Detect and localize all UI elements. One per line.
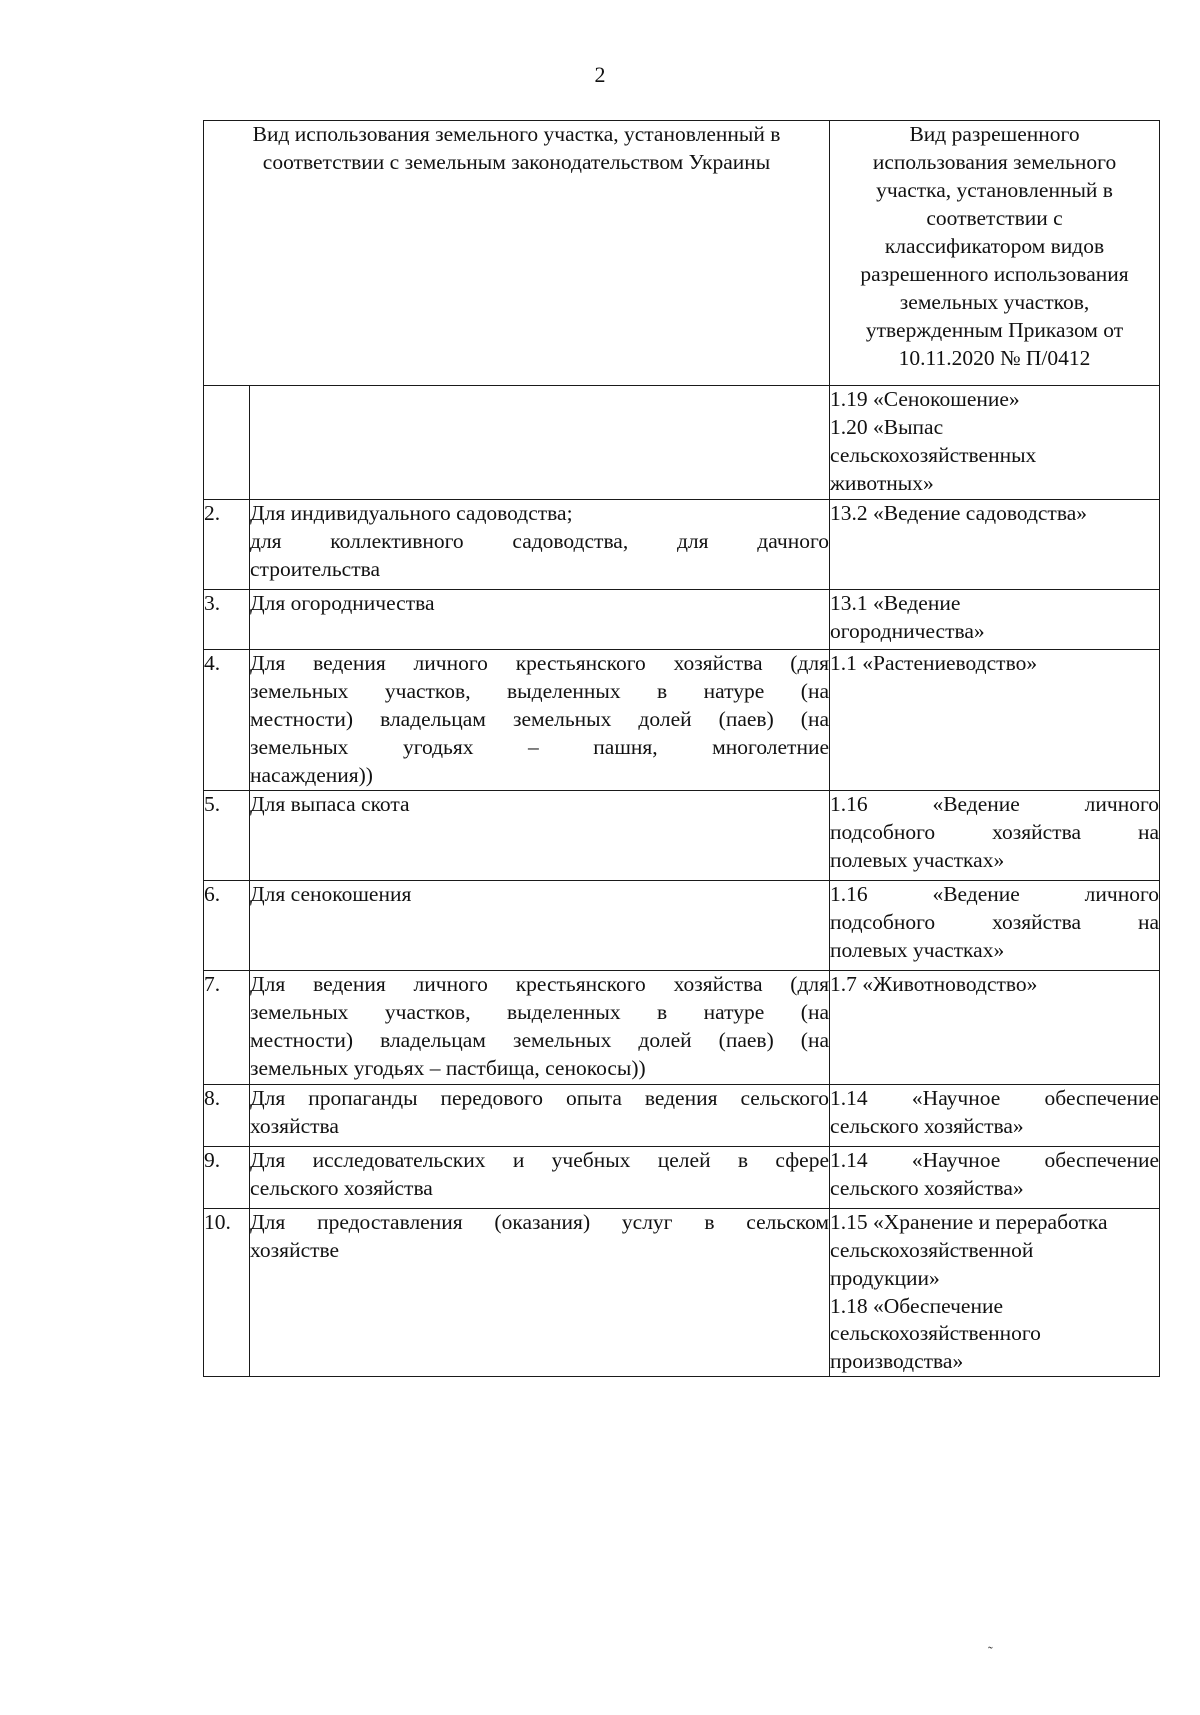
table-row: [204, 650, 1160, 791]
permitted-use-line: 1.14 «Научное обеспечение: [830, 1147, 1160, 1172]
land-use-line: Для сенокошения: [250, 881, 412, 906]
land-use-line: строительства: [250, 556, 381, 581]
permitted-use-line: полевых участках»: [830, 937, 1005, 962]
header-cell-permitted-use: [830, 121, 1160, 386]
table-row-continuation: [204, 386, 1160, 500]
permitted-use-line: сельского хозяйства»: [830, 1113, 1024, 1138]
table-row: [204, 790, 1160, 880]
table-row: [204, 1084, 1160, 1146]
row-number: 5.: [204, 790, 250, 880]
permitted-use-line: сельскохозяйственного: [830, 1321, 1041, 1346]
permitted-use-line: 1.14 «Научное обеспечение: [830, 1085, 1160, 1110]
land-use-line: Для предоставления (оказания) услуг в сельском: [250, 1209, 830, 1234]
page-number: 2: [594, 62, 606, 87]
row-permitted-use-cell: [830, 386, 1160, 500]
row-number: 6.: [204, 880, 250, 970]
land-use-line: земельных угодьях – пашня, многолетние: [250, 734, 830, 759]
row-land-use-cell: [250, 1146, 830, 1208]
header-right-line: Вид разрешенного: [909, 122, 1080, 146]
permitted-use-line: сельскохозяйственных: [830, 442, 1037, 467]
permitted-use-line: продукции»: [830, 1265, 940, 1290]
row-permitted-use-cell: [830, 970, 1160, 1084]
row-number: 9.: [204, 1146, 250, 1208]
row-number-cell: [204, 386, 250, 500]
table-row: [204, 500, 1160, 590]
row-permitted-use-cell: [830, 1146, 1160, 1208]
row-land-use-cell: [250, 650, 830, 791]
row-permitted-use-cell: [830, 650, 1160, 791]
row-permitted-use-cell: [830, 880, 1160, 970]
row-land-use-cell: [250, 970, 830, 1084]
header-right-line: утвержденным Приказом от: [865, 317, 1124, 342]
row-number: 2.: [204, 500, 250, 590]
land-use-line: Для ведения личного крестьянского хозяйства (для: [250, 971, 830, 996]
permitted-use-line: полевых участках»: [830, 847, 1005, 872]
permitted-use-line: сельскохозяйственной: [830, 1237, 1034, 1262]
permitted-use-line: сельского хозяйства»: [830, 1175, 1024, 1200]
header-right-line: классификатором видов: [884, 233, 1105, 258]
permitted-use-line: 1.1 «Растениеводство»: [830, 651, 1038, 675]
land-use-line: насаждения)): [250, 762, 373, 787]
header-right-line: земельных участков,: [899, 289, 1090, 314]
row-number: 3.: [204, 590, 250, 650]
row-number: 8.: [204, 1084, 250, 1146]
header-right-line: разрешенного использования: [860, 261, 1129, 286]
table-row: [204, 1208, 1160, 1377]
scan-speck: ˜: [988, 1645, 993, 1660]
permitted-use-line: 1.18 «Обеспечение: [830, 1293, 1003, 1318]
land-use-line: хозяйства: [250, 1113, 339, 1138]
row-permitted-use-cell: [830, 590, 1160, 650]
table-header-row: [204, 121, 1160, 386]
land-use-line: Для огородничества: [250, 591, 435, 615]
land-use-line: Для выпаса скота: [250, 791, 410, 816]
row-land-use-cell: [250, 500, 830, 590]
table-row: [204, 970, 1160, 1084]
row-permitted-use-cell: [830, 500, 1160, 590]
land-use-line: Для индивидуального садоводства;: [250, 501, 573, 525]
permitted-use-line: огородничества»: [830, 618, 985, 643]
row-permitted-use-cell: [830, 1084, 1160, 1146]
land-use-line: местности) владельцам земельных долей (паев) (на: [250, 706, 830, 731]
land-use-line: Для ведения личного крестьянского хозяйства (для: [250, 651, 830, 675]
permitted-use-line: 1.16 «Ведение личного: [830, 881, 1160, 906]
header-right-line: использования земельного: [872, 149, 1117, 174]
row-permitted-use-cell: [830, 790, 1160, 880]
row-land-use-cell: [250, 1208, 830, 1377]
permitted-use-line: 1.16 «Ведение личного: [830, 791, 1160, 816]
row-permitted-use-cell: [830, 1208, 1160, 1377]
header-right-line: участка, установленный в: [876, 177, 1113, 202]
row-land-use-cell: [250, 386, 830, 500]
row-number: 10.: [204, 1208, 250, 1377]
permitted-use-line: 13.2 «Ведение садоводства»: [830, 501, 1087, 525]
permitted-use-line: производства»: [830, 1349, 964, 1374]
land-use-line: земельных участков, выделенных в натуре (на: [250, 999, 830, 1024]
land-use-line: для коллективного садоводства, для дачного: [250, 528, 830, 553]
row-number: 7.: [204, 970, 250, 1084]
land-use-line: Для исследовательских и учебных целей в сфере: [250, 1147, 830, 1172]
table-row: [204, 880, 1160, 970]
row-land-use-cell: [250, 880, 830, 970]
permitted-use-line: подсобного хозяйства на: [830, 909, 1160, 934]
table-row: [204, 590, 1160, 650]
row-number: 4.: [204, 650, 250, 791]
permitted-use-line: 1.19 «Сенокошение»: [830, 387, 1020, 411]
land-use-line: местности) владельцам земельных долей (паев) (на: [250, 1027, 830, 1052]
row-land-use-cell: [250, 590, 830, 650]
permitted-use-line: животных»: [830, 470, 934, 495]
permitted-use-line: 1.20 «Выпас: [830, 414, 944, 439]
row-land-use-cell: [250, 1084, 830, 1146]
land-use-line: сельского хозяйства: [250, 1175, 433, 1200]
permitted-use-line: 1.15 «Хранение и переработка: [830, 1209, 1108, 1234]
land-use-line: земельных участков, выделенных в натуре (на: [250, 678, 830, 703]
land-use-line: хозяйстве: [250, 1237, 340, 1262]
permitted-use-line: 1.7 «Животноводство»: [830, 971, 1038, 996]
permitted-use-line: подсобного хозяйства на: [830, 819, 1160, 844]
row-land-use-cell: [250, 790, 830, 880]
header-cell-land-use-ukraine: Вид использования земельного участка, установленный в соответствии с земельным законодательством Украины: [204, 121, 830, 386]
table-row: [204, 1146, 1160, 1208]
land-use-line: земельных угодьях – пастбища, сенокосы)): [250, 1055, 646, 1080]
permitted-use-line: 13.1 «Ведение: [830, 591, 961, 615]
land-use-table: [203, 120, 1160, 1377]
land-use-line: Для пропаганды передового опыта ведения сельского: [250, 1085, 830, 1110]
header-right-line: соответствии с: [926, 205, 1063, 230]
header-right-line: 10.11.2020 № П/0412: [898, 345, 1091, 370]
